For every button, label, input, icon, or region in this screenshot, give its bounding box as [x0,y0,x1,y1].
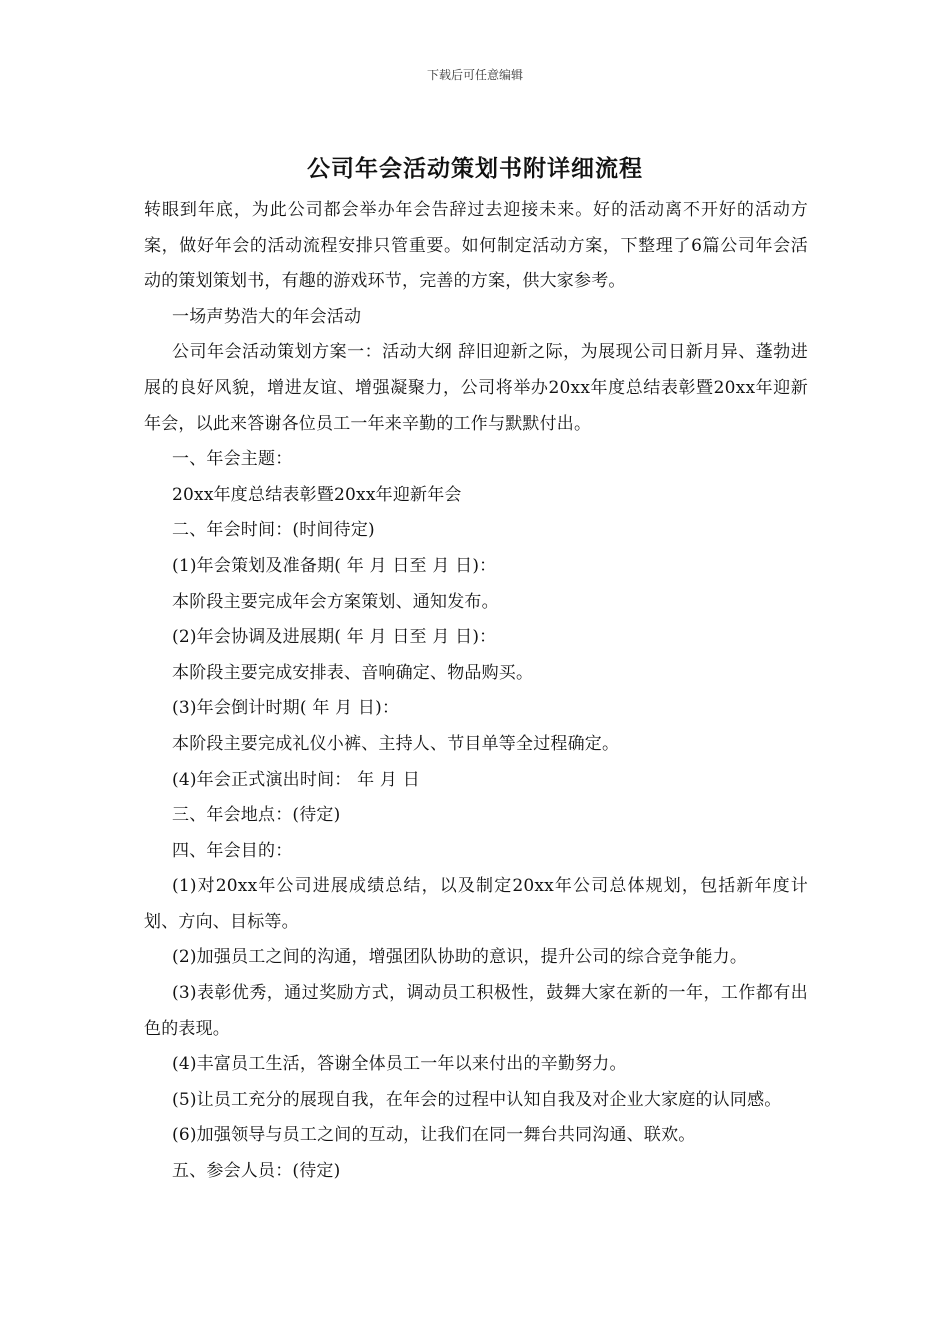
list-item: (1)年会策划及准备期( 年 月 日至 月 日)： [172,555,497,576]
section-heading: 一、年会主题： [172,449,293,470]
document-title: 公司年会活动策划书附详细流程 [307,155,643,182]
list-item: (4)丰富员工生活，答谢全体员工一年以来付出的辛勤努力。 [172,1054,627,1075]
list-item: (3)年会倒计时期( 年 月 日)： [172,698,400,719]
paragraph: 转眼到年底，为此公司都会举办年会告辞过去迎接未来。好的活动离不开好的活动方案，做好年会的活动流程安排只管重要。如何制定活动方案，下整理了6篇公司年会活动的策划策划书，有趣的游戏环节，完善的方案，供大家参考。 [144,200,808,292]
paragraph: 20xx年度总结表彰暨20xx年迎新年会 [172,484,462,505]
list-item: (2)加强员工之间的沟通，增强团队协助的意识，提升公司的综合竞争能力。 [172,947,748,968]
header-note: 下载后可任意编辑 [426,68,523,82]
paragraph: 公司年会活动策划方案一：活动大纲 辞旧迎新之际，为展现公司日新月异、蓬勃进展的良好风貌，增进友谊、增强凝聚力，公司将举办20xx年度总结表彰暨20xx年迎新年会，以此来答谢各位员工一年来辛勤的工作与默默付出。 [144,342,808,434]
list-item: (1)对20xx年公司进展成绩总结，以及制定20xx年公司总体规划，包括新年度计划、方向、目标等。 [144,876,808,932]
section-heading: 四、年会目的： [172,840,293,861]
paragraph: 本阶段主要完成年会方案策划、通知发布。 [172,591,499,612]
list-item: (4)年会正式演出时间： 年 月 日 [172,769,420,790]
paragraph: 本阶段主要完成安排表、音响确定、物品购买。 [172,662,534,683]
list-item: (5)让员工充分的展现自我，在年会的过程中认知自我及对企业大家庭的认同感。 [172,1089,782,1110]
section-heading: 二、年会时间：(时间待定) [172,520,375,541]
paragraph: 一场声势浩大的年会活动 [172,306,362,327]
paragraph: 本阶段主要完成礼仪小裤、主持人、节目单等全过程确定。 [172,733,620,754]
document-body [144,193,808,1190]
section-heading: 五、参会人员：(待定) [172,1161,341,1182]
list-item: (2)年会协调及进展期( 年 月 日至 月 日)： [172,627,497,648]
section-heading: 三、年会地点：(待定) [172,805,341,826]
list-item: (6)加强领导与员工之间的互动，让我们在同一舞台共同沟通、联欢。 [172,1125,696,1146]
list-item: (3)表彰优秀，通过奖励方式，调动员工积极性，鼓舞大家在新的一年，工作都有出色的表现。 [144,983,808,1039]
